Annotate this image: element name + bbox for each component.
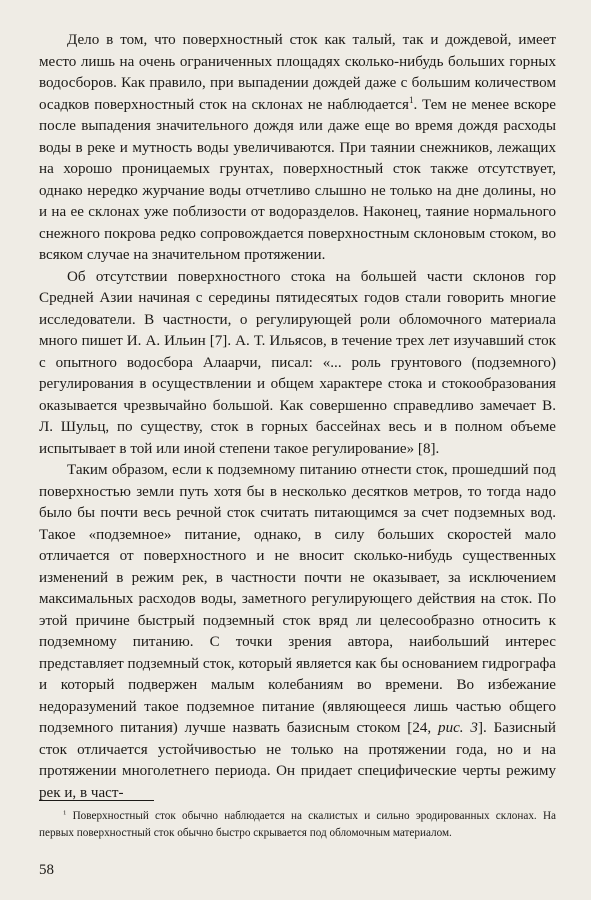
footnote-divider	[39, 800, 154, 801]
paragraph-3-text-b: ]. Базисный сток отличается устойчивостью не только на протяжении года, но и на протяжении многолетнего периода. Он придает специфические черты режиму рек и, в част-	[39, 720, 556, 801]
paragraph-3	[39, 460, 556, 804]
page-number: 58	[39, 862, 54, 878]
footnote	[39, 808, 556, 842]
paragraph-3-text-a: Таким образом, если к подземному питанию отнести сток, прошедший под поверхностью земли путь хотя бы в несколько десятков метров, то тогда надо было бы почти весь речной сток считать питающимся за счет подземных вод. Такое «подземное» питание, однако, в силу больших скоростей мало отличается от поверхностного и не вносит сколько-нибудь существенных изменений в режим рек, в частности почти не оказывает, за исключением максимальных расходов воды, заметного регулирующего действия на сток. По этой причине быстрый подземный сток вряд ли целесообразно относить к подземному питанию. С точки зрения автора, наибольший интерес представляет подземный сток, который является как бы основанием гидрографа и который подвержен малым колебаниям во времени. Во избежание недоразумений такое подземное питание (являющееся лишь частью общего подземного питания) лучше назвать базисным стоком [24,	[39, 462, 556, 736]
footnote-reference[interactable]: 1	[408, 94, 414, 105]
paragraph-1-text-a: Дело в том, что поверхностный сток как талый, так и дождевой, имеет место лишь на очень ограниченных площадях сколько-нибудь больших горных водосборов. Как правило, при выпадении дождей даже с большим количеством осадков поверхностный сток на склонах не наблюдается	[39, 32, 556, 113]
paragraph-2: Об отсутствии поверхностного стока на большей части склонов гор Средней Азии начиная с середины пятидесятых годов стали говорить многие исследователи. В частности, о регулирующей роли обломочного материала много пишет И. А. Ильин [7]. А. Т. Ильясов, в течение трех лет изучавший сток с опытного водосбора Алаарчи, писал: «... роль грунтового (подземного) регулирования в осуществлении и общем характере стока и стокообразования оказывается чрезвычайно большой. Как совершенно справедливо замечает В. Л. Шульц, по существу, сток в горных бассейнах весь и в полном объеме испытывает в той или иной степени такое регулирование» [8].	[39, 268, 556, 457]
footnote-text	[39, 808, 556, 842]
paragraph-1	[39, 30, 556, 267]
figure-reference: рис. 3	[438, 720, 478, 736]
footnote-marker: 1	[63, 809, 67, 817]
paragraph-1-text-b: . Тем не менее вскоре после выпадения значительного дождя или даже еще во время дождя расходы воды в реке и мутность воды увеличиваются. При таянии снежников, лежащих на хорошо проницаемых грунтах, поверхностный сток также отсутствует, однако нередко журчание воды отчетливо слышно не только на дне долины, но и на ее склонах уже поблизости от водоразделов. Наконец, таяние нормального снежного покрова редко сопровождается поверхностным склоновым стоком, во всяком случае на значительном протяжении.	[39, 96, 556, 263]
main-text	[39, 30, 556, 804]
footnote-body: Поверхностный сток обычно наблюдается на скалистых и сильно эродированных склонах. На первых поверхностный сток обычно быстро скрывается под обломочным материалом.	[39, 810, 556, 839]
